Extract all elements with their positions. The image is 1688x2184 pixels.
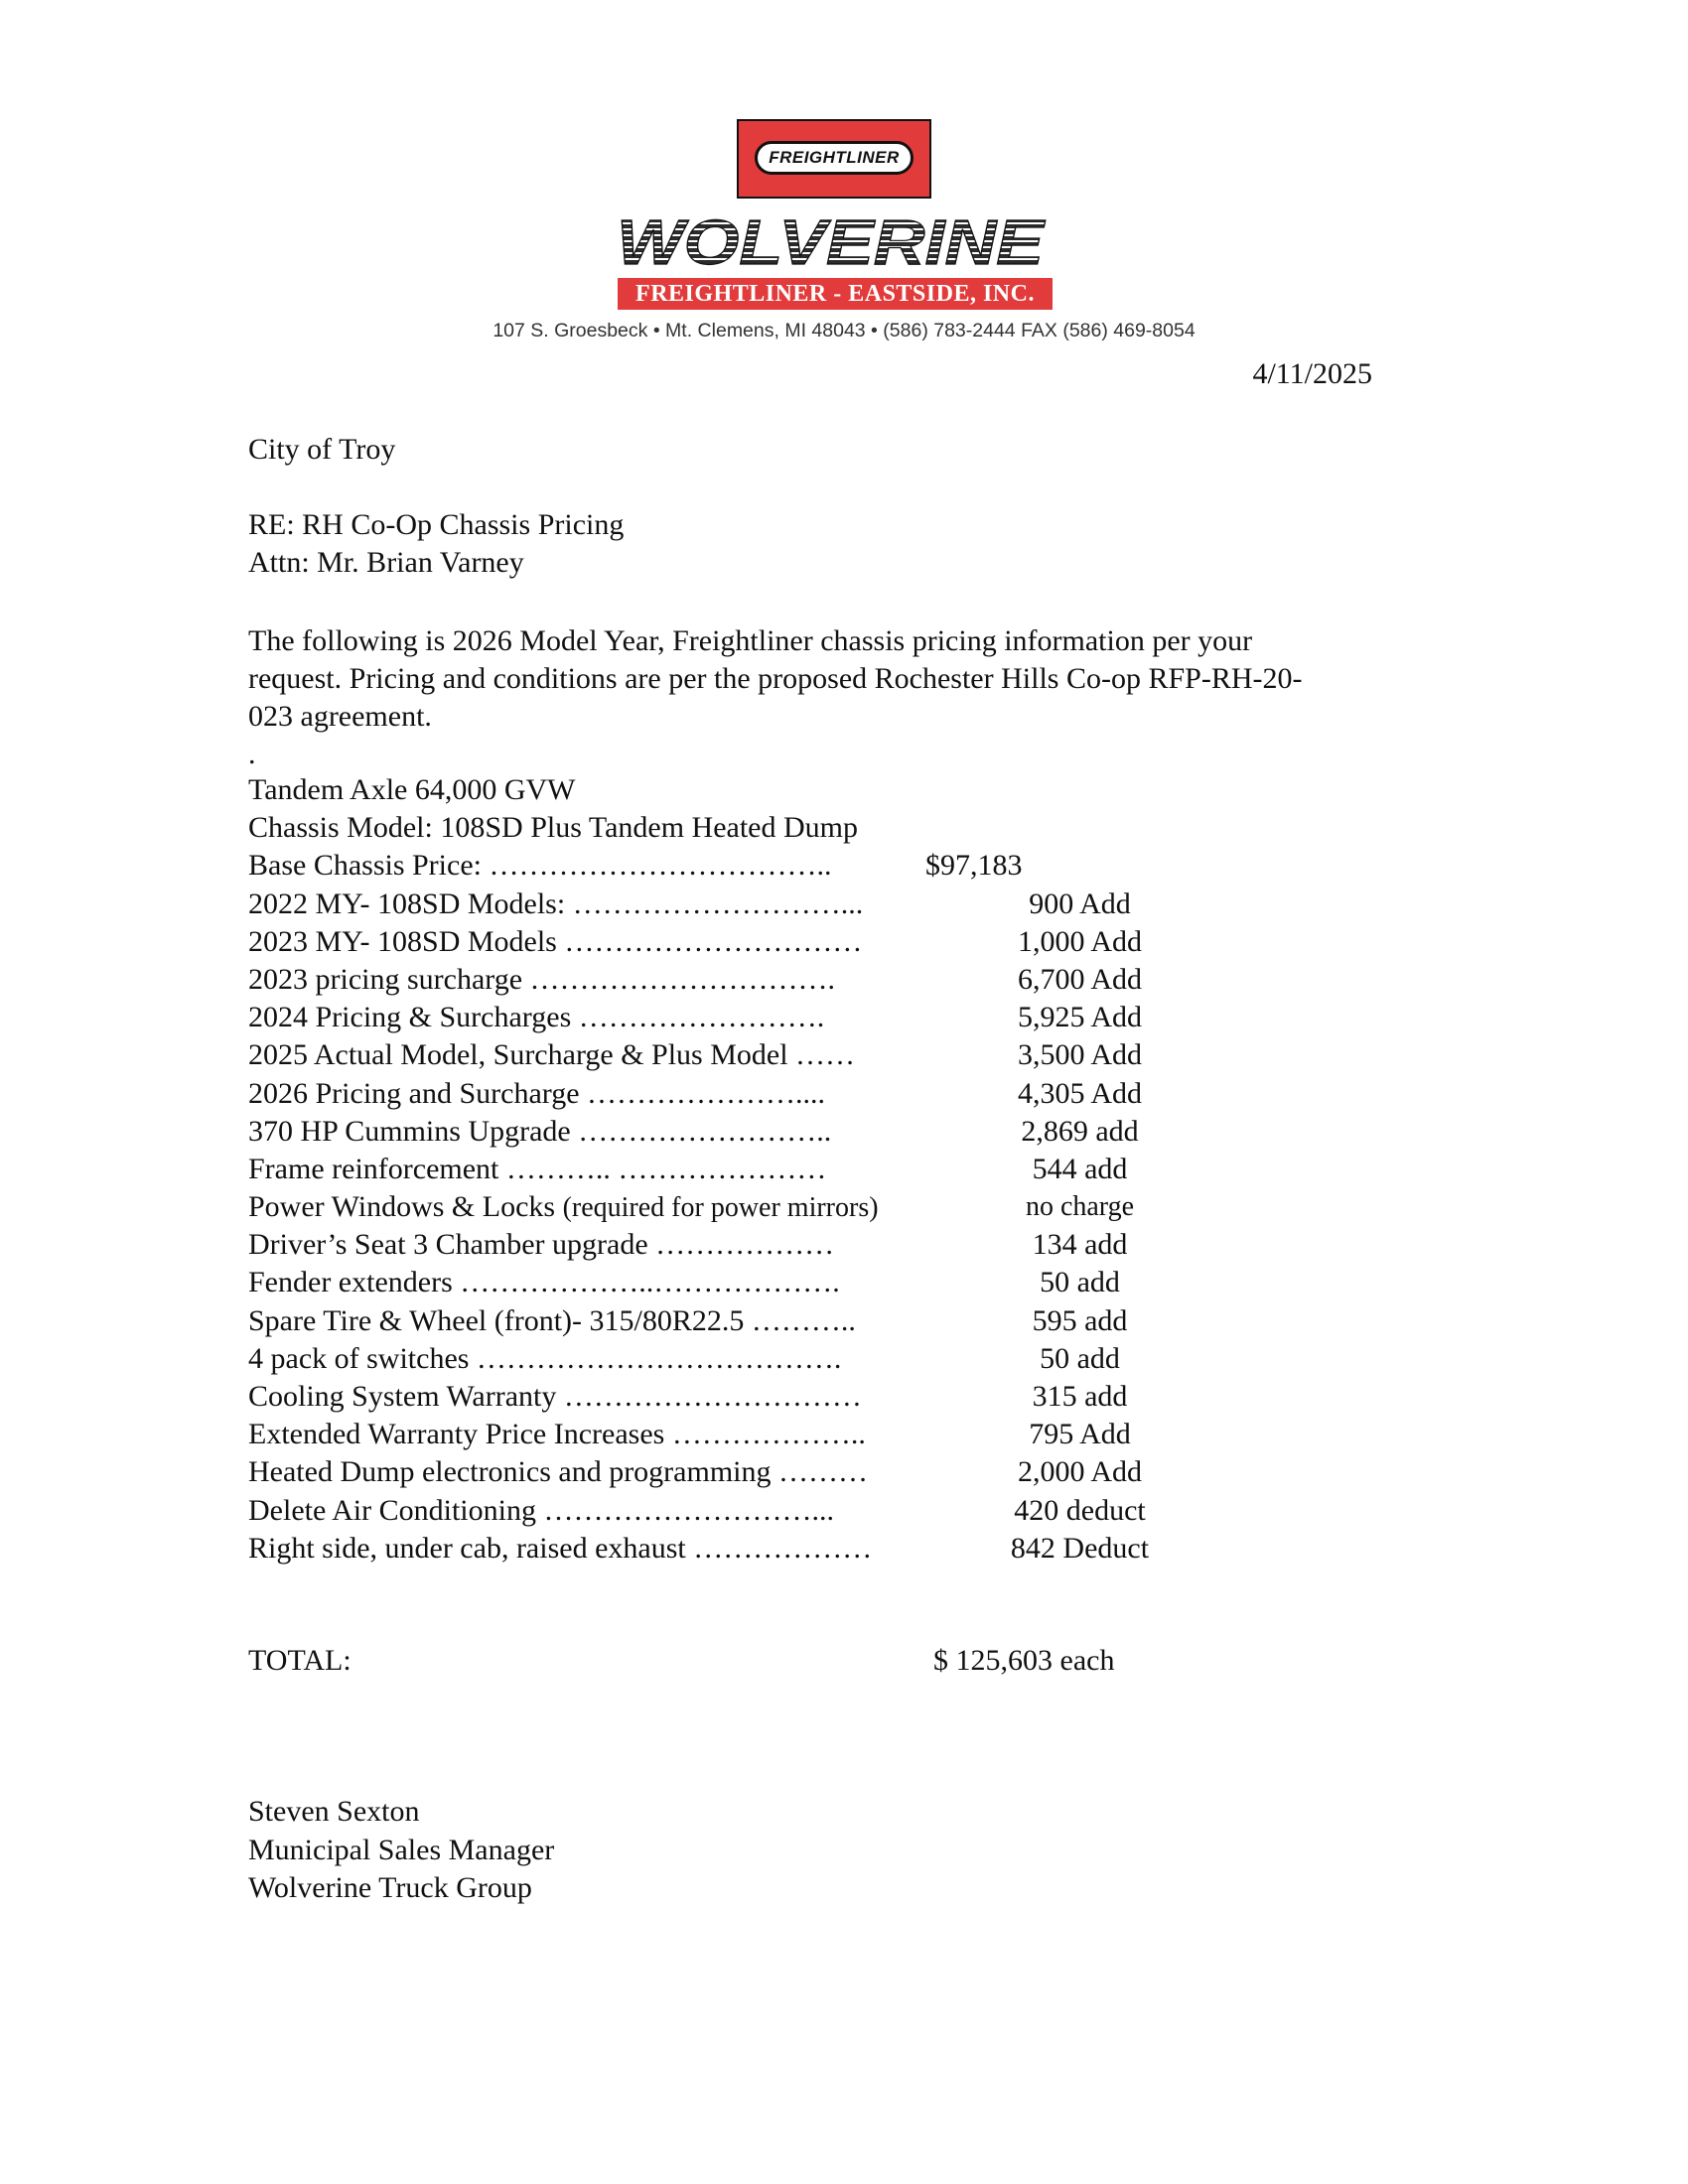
line-item xyxy=(248,847,1241,885)
freightliner-eastside-banner: FREIGHTLINER - EASTSIDE, INC. xyxy=(618,278,1053,310)
total-label: TOTAL: xyxy=(248,1644,352,1677)
line-item xyxy=(248,1492,1241,1530)
line-item-amount: 5,925 Add xyxy=(1017,1001,1142,1034)
line-item-amount: 6,700 Add xyxy=(1017,962,1142,996)
line-item-amount: 1,000 Add xyxy=(1017,924,1142,958)
line-item xyxy=(248,1226,1241,1264)
recipient: City of Troy xyxy=(248,433,396,466)
line-item xyxy=(248,1340,1241,1378)
wolverine-wordmark-text: WOLVERINE xyxy=(617,212,1047,272)
line-item-label: Fender extenders ………………..………………. xyxy=(248,1266,840,1299)
spec-axle: Tandem Axle 64,000 GVW xyxy=(248,773,576,806)
line-item xyxy=(248,1188,1241,1226)
line-item-amount: 4,305 Add xyxy=(1017,1076,1142,1110)
line-item-amount: 50 add xyxy=(1040,1266,1120,1299)
line-item-amount: $97,183 xyxy=(925,849,1023,883)
line-item-label: Delete Air Conditioning ………………………... xyxy=(248,1493,834,1527)
total-value: $ 125,603 each xyxy=(933,1644,1115,1677)
line-item-amount: 2,869 add xyxy=(1021,1114,1139,1148)
dealer-address: 107 S. Groesbeck • Mt. Clemens, MI 48043 • (586) 783-2444 FAX (586) 469-8054 xyxy=(492,320,1196,341)
line-item-label: Base Chassis Price: …………………………….. xyxy=(248,849,832,883)
line-item-label: Right side, under cab, raised exhaust ……………… xyxy=(248,1531,873,1565)
line-item-amount: 544 add xyxy=(1032,1152,1128,1185)
signer-title: Municipal Sales Manager xyxy=(248,1833,555,1866)
letter-date: 4/11/2025 xyxy=(1252,357,1372,390)
signer-name: Steven Sexton xyxy=(248,1795,420,1828)
line-item xyxy=(248,1151,1241,1188)
signature-block xyxy=(248,1793,554,1908)
spec-model: Chassis Model: 108SD Plus Tandem Heated Dump xyxy=(248,811,858,845)
line-item-amount: 420 deduct xyxy=(1014,1493,1146,1527)
line-item-label: Cooling System Warranty ………………………… xyxy=(248,1380,862,1413)
line-item xyxy=(248,1113,1241,1151)
re-line: RE: RH Co-Op Chassis Pricing xyxy=(248,508,625,541)
line-item-label: Spare Tire & Wheel (front)- 315/80R22.5 ……….. xyxy=(248,1303,856,1337)
line-item-label: Frame reinforcement ……….. ………………… xyxy=(248,1152,827,1185)
line-item xyxy=(248,1453,1241,1491)
line-item-note: (required for power mirrors) xyxy=(562,1192,879,1224)
intro-line: 023 agreement. xyxy=(248,700,432,733)
line-item xyxy=(248,1264,1241,1301)
wolverine-wordmark-graphic xyxy=(612,212,1049,272)
line-item xyxy=(248,1530,1241,1568)
line-item-label: Power Windows & Locks xyxy=(248,1190,556,1224)
line-item xyxy=(248,1075,1241,1113)
line-item-amount: 595 add xyxy=(1032,1303,1128,1337)
freightliner-badge-logo xyxy=(737,119,931,199)
pricing-list xyxy=(248,771,1241,1568)
line-item-amount: 842 Deduct xyxy=(1010,1531,1150,1565)
line-item-label: 2023 pricing surcharge …………………………. xyxy=(248,962,836,996)
line-item-amount: 3,500 Add xyxy=(1017,1038,1142,1072)
line-item xyxy=(248,886,1241,923)
line-item xyxy=(248,1378,1241,1416)
line-item-label: Heated Dump electronics and programming ……… xyxy=(248,1455,868,1489)
line-item-amount: 900 Add xyxy=(1029,887,1131,920)
line-item-amount: 315 add xyxy=(1032,1380,1128,1413)
line-item xyxy=(248,999,1241,1036)
intro-line: . xyxy=(248,738,256,770)
wolverine-wordmark-logo xyxy=(612,212,1049,272)
line-item xyxy=(248,961,1241,999)
signer-company: Wolverine Truck Group xyxy=(248,1871,532,1904)
intro-line: The following is 2026 Model Year, Freightliner chassis pricing information per your xyxy=(248,624,1253,657)
line-item-label: Extended Warranty Price Increases ……………….. xyxy=(248,1418,866,1451)
intro-paragraph xyxy=(248,622,1440,773)
freightliner-badge-text: FREIGHTLINER xyxy=(755,141,914,175)
line-item-label: 2025 Actual Model, Surcharge & Plus Model …… xyxy=(248,1038,856,1072)
intro-line: request. Pricing and conditions are per the proposed Rochester Hills Co-op RFP-RH-20- xyxy=(248,662,1303,695)
line-item-label: 2024 Pricing & Surcharges ……………………. xyxy=(248,1001,825,1034)
line-item xyxy=(248,1302,1241,1340)
line-item-label: Driver’s Seat 3 Chamber upgrade ……………… xyxy=(248,1228,835,1262)
line-item-amount: no charge xyxy=(1025,1191,1135,1223)
line-item-label: 370 HP Cummins Upgrade …………………….. xyxy=(248,1114,832,1148)
line-item-amount: 50 add xyxy=(1040,1341,1120,1375)
line-item-label: 4 pack of switches ………………………………. xyxy=(248,1341,842,1375)
line-item-amount: 134 add xyxy=(1032,1228,1128,1262)
line-item-amount: 795 Add xyxy=(1029,1418,1131,1451)
attn-line: Attn: Mr. Brian Varney xyxy=(248,546,524,579)
line-item-label: 2023 MY- 108SD Models ………………………… xyxy=(248,924,863,958)
line-item xyxy=(248,1036,1241,1074)
line-item-label: 2022 MY- 108SD Models: ………………………... xyxy=(248,887,864,920)
line-item xyxy=(248,1416,1241,1453)
line-item-amount: 2,000 Add xyxy=(1017,1455,1142,1489)
line-item-label: 2026 Pricing and Surcharge ………………….... xyxy=(248,1076,826,1110)
line-item xyxy=(248,923,1241,961)
